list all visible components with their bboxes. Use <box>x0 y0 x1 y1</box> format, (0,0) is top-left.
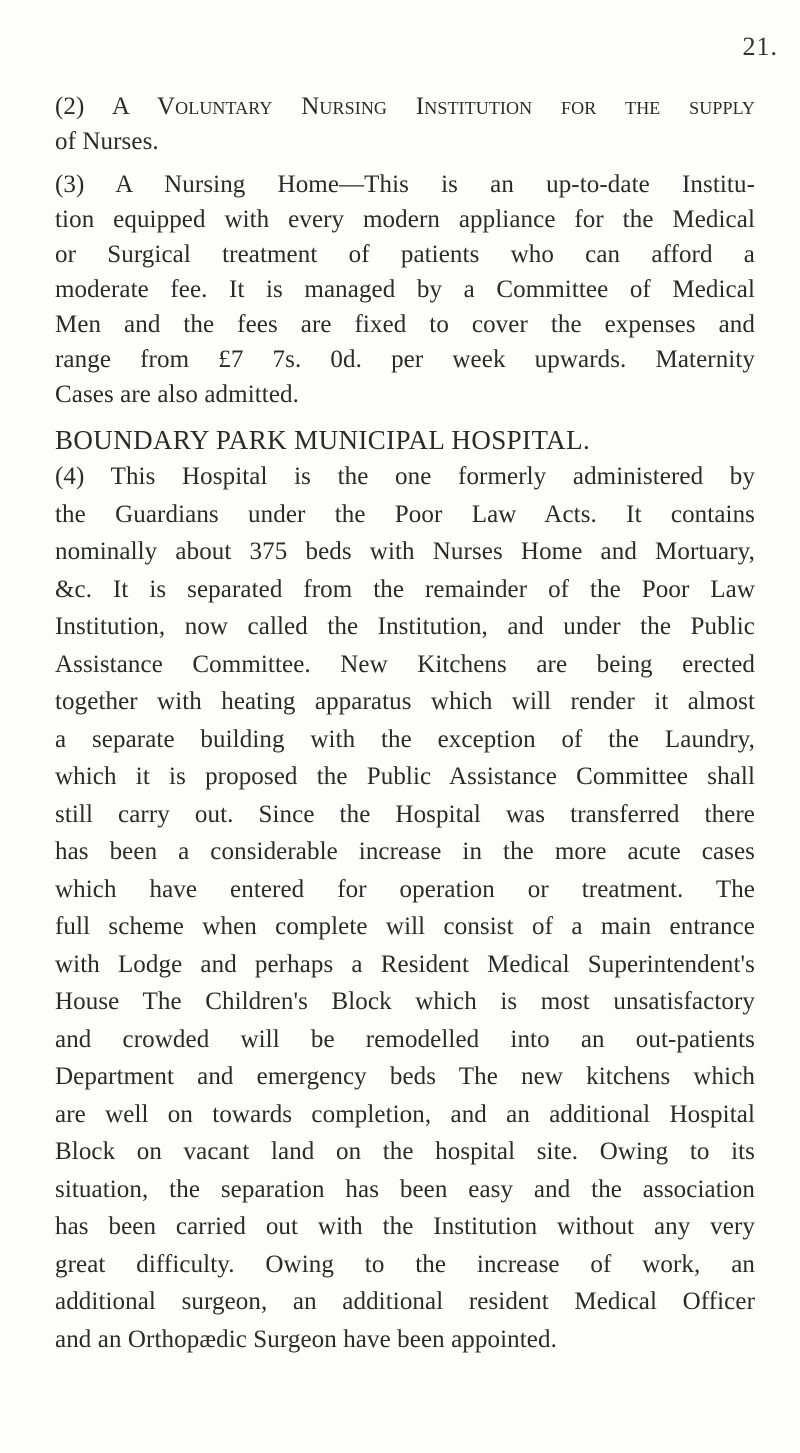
voluntary-line-2: of Nurses. <box>55 128 159 155</box>
hospital-line-9: which it is proposed the Public Assistance Committee shall <box>55 763 755 790</box>
hospital-line-4: &c. It is separated from the remainder of the Poor Law <box>55 575 755 603</box>
hospital-line-8: a separate building with the exception of the Laundry, <box>55 725 755 753</box>
hospital-line-3: nominally about 375 beds with Nurses Home and Mortuary, <box>55 538 755 565</box>
nursing-home-line-6: range from £7 7s. 0d. per week upwards. Maternity <box>55 346 755 373</box>
hospital-line-16: and crowded will be remodelled into an out-patients <box>55 1025 755 1053</box>
hospital-line-10: still carry out. Since the Hospital was transferred there <box>55 800 755 828</box>
hospital-line-17: Department and emergency beds The new kitchens which <box>55 1063 755 1090</box>
hospital-line-23: additional surgeon, an additional resident Medical Officer <box>55 1288 755 1315</box>
nursing-home-line-7: Cases are also admitted. <box>55 381 299 408</box>
hospital-line-5: Institution, now called the Institution, and under the Public <box>55 613 755 640</box>
hospital-line-18: are well on towards completion, and an additional Hospital <box>55 1100 755 1128</box>
hospital-line-1: (4) This Hospital is the one formerly administered by <box>55 463 755 490</box>
hospital-line-15: House The Children's Block which is most unsatisfactory <box>55 988 755 1015</box>
nursing-home-line-2: tion equipped with every modern appliance for the Medical <box>55 206 755 233</box>
hospital-line-19: Block on vacant land on the hospital site. Owing to its <box>55 1138 755 1165</box>
hospital-line-14: with Lodge and perhaps a Resident Medical Superintendent's <box>55 950 755 978</box>
hospital-line-24: and an Orthopædic Surgeon have been appointed. <box>55 1325 557 1353</box>
nursing-home-line-3: or Surgical treatment of patients who can afford a <box>55 241 755 268</box>
nursing-home-line-4: moderate fee. It is managed by a Committee of Medical <box>55 276 755 303</box>
voluntary-line-1: (2) A Voluntary Nursing Institution for the supply <box>55 93 755 120</box>
hospital-line-6: Assistance Committee. New Kitchens are being erected <box>55 650 755 678</box>
nursing-home-line-1: (3) A Nursing Home—This is an up-to-date Institu- <box>55 171 755 198</box>
hospital-line-20: situation, the separation has been easy and the association <box>55 1175 755 1203</box>
hospital-line-2: the Guardians under the Poor Law Acts. It contains <box>55 500 755 528</box>
nursing-home-line-5: Men and the fees are fixed to cover the expenses and <box>55 311 755 338</box>
hospital-line-12: which have entered for operation or treatment. The <box>55 875 755 903</box>
hospital-line-22: great difficulty. Owing to the increase of work, an <box>55 1250 755 1278</box>
page-number: 21. <box>742 32 778 61</box>
hospital-heading: BOUNDARY PARK MUNICIPAL HOSPITAL. <box>55 425 591 455</box>
hospital-line-21: has been carried out with the Institution without any very <box>55 1213 755 1240</box>
hospital-line-11: has been a considerable increase in the more acute cases <box>55 838 755 865</box>
hospital-line-7: together with heating apparatus which will render it almost <box>55 688 755 715</box>
hospital-line-13: full scheme when complete will consist of a main entrance <box>55 913 755 940</box>
